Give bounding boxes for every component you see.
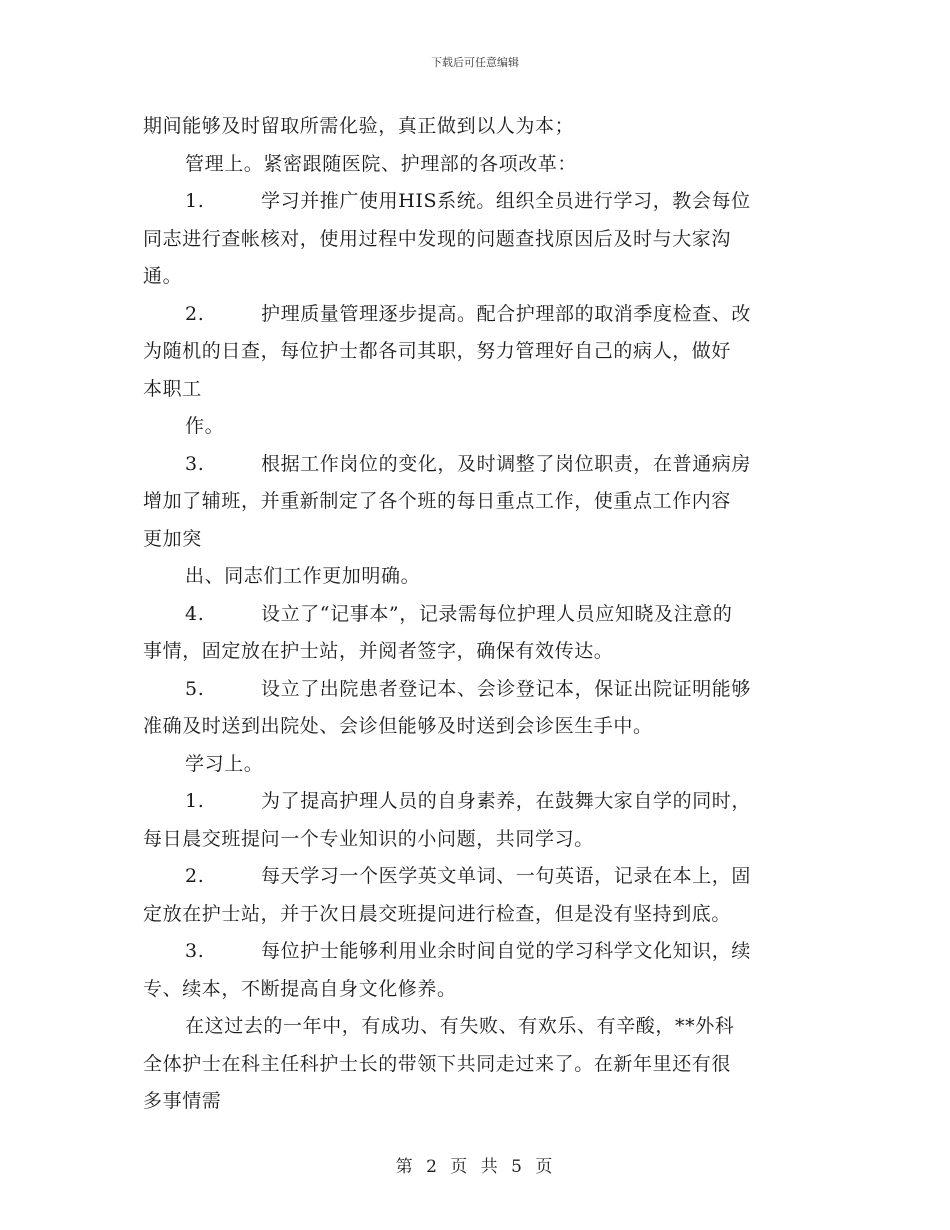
text-line: 通。 [143, 265, 183, 287]
list-item [143, 596, 807, 634]
text-line: 期间能够及时留取所需化验，真正做到以人为本； [143, 115, 575, 137]
list-text: 每位护士能够利用业余时间自觉的学习科学文化知识，续 [261, 940, 752, 962]
list-number: 3. [185, 452, 205, 475]
list-number: 5. [185, 677, 205, 700]
list-text: 根据工作岗位的变化，及时调整了岗位职责，在普通病房 [261, 452, 752, 475]
section-heading-management: 管理上。紧密跟随医院、护理部的各项改革： [185, 152, 578, 175]
text-line: 专、续本，不断提高自身文化修养。 [143, 977, 457, 1000]
text-line: 准确及时送到出院处、会诊但能够及时送到会诊医生手中。 [143, 715, 653, 737]
list-number: 2. [185, 302, 205, 325]
list-text: 为了提高护理人员的自身素养，在鼓舞大家自学的同时， [261, 790, 752, 812]
footer-total-word: 共 [480, 1157, 500, 1177]
text-line: 每日晨交班提问一个专业知识的小问题，共同学习。 [143, 827, 594, 850]
list-text: 护理质量管理逐步提高。配合护理部的取消季度检查、改 [261, 302, 752, 325]
list-item [143, 671, 807, 709]
section-heading-study: 学习上。 [185, 752, 264, 775]
text-line: 全体护士在科主任科护士长的带领下共同走过来了。在新年里还有很 [143, 1052, 732, 1075]
text-line: 出、同志们工作更加明确。 [185, 565, 421, 587]
text-line: 作。 [185, 415, 225, 437]
list-number: 3. [185, 940, 205, 962]
list-item [143, 183, 807, 221]
list-text: 每天学习一个医学英文单词、一句英语，记录在本上，固 [261, 865, 752, 887]
document-body [143, 108, 807, 1121]
text-line: 定放在护士站，并于次日晨交班提问进行检查，但是没有坚持到底。 [143, 902, 732, 925]
footer-page-word: 页 [450, 1157, 470, 1177]
total-page-count: 5 [511, 1157, 524, 1177]
list-item [143, 858, 807, 896]
footer-prefix: 第 [395, 1157, 415, 1177]
list-number: 2. [185, 865, 205, 887]
text-line: 同志进行查帐核对，使用过程中发现的问题查找原因后及时与大家沟 [143, 227, 732, 250]
text-line: 更加突 [143, 527, 202, 550]
list-text: 设立了出院患者登记本、会诊登记本，保证出院证明能够 [261, 677, 752, 700]
text-line: 为随机的日查，每位护士都各司其职，努力管理好自己的病人，做好 [143, 340, 732, 362]
list-text: 设立了“记事本”，记录需每位护理人员应知晓及注意的 [261, 602, 733, 625]
text-line: 事情，固定放在护士站，并阅者签字，确保有效传达。 [143, 640, 614, 662]
footer-suffix: 页 [535, 1157, 555, 1177]
text-line: 在这过去的一年中，有成功、有失败、有欢乐、有辛酸，**外科 [185, 1015, 735, 1037]
list-item [143, 783, 807, 821]
list-item [143, 446, 807, 484]
page-footer [0, 1152, 950, 1177]
text-line: 多事情需 [143, 1090, 222, 1112]
current-page-number: 2 [426, 1157, 439, 1177]
list-number: 1. [185, 190, 205, 212]
text-line: 增加了辅班，并重新制定了各个班的每日重点工作，使重点工作内容 [143, 490, 732, 512]
list-item [143, 933, 807, 971]
list-text: 学习并推广使用HIS系统。组织全员进行学习，教会每位 [261, 190, 751, 212]
text-line: 本职工 [143, 377, 202, 400]
list-number: 4. [185, 602, 205, 625]
page-header: 下载后可任意编辑 [431, 56, 519, 69]
list-number: 1. [185, 790, 205, 812]
list-item [143, 296, 807, 334]
